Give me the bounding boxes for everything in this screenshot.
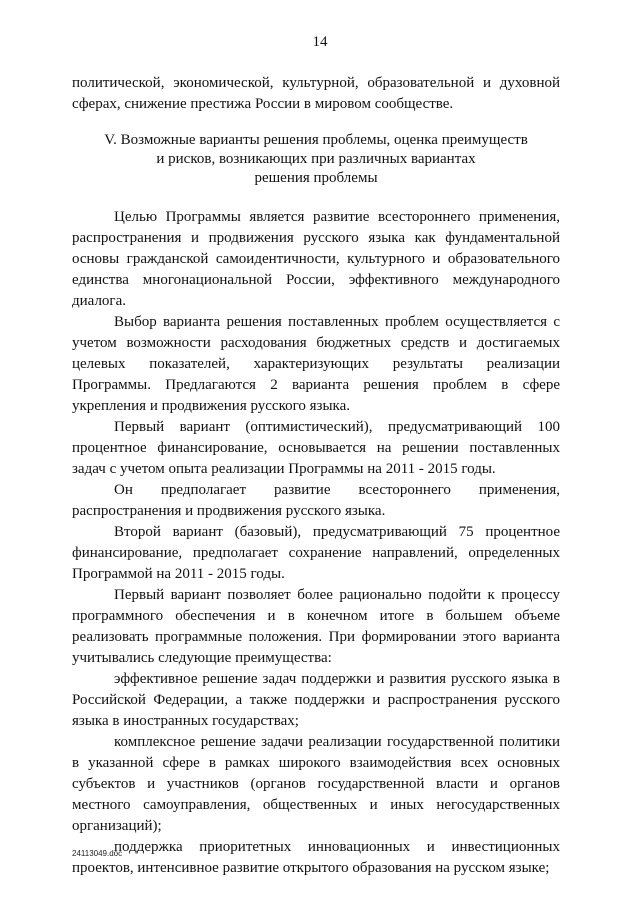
paragraph-first-variant-development: Он предполагает развитие всестороннего применения, распространения и продвижения русского языка.: [72, 482, 560, 519]
page-number: 14: [312, 34, 328, 50]
paragraph-first-variant: Первый вариант (оптимистический), предусматривающий 100 процентное финансирование, основывается на решении поставленных задач с учетом опыта реализации Программы на 2011 - 2015 годы.: [72, 419, 560, 477]
section-heading-line-3: решения проблемы: [254, 170, 378, 186]
body-text: [72, 207, 560, 879]
section-heading-line-2: и рисков, возникающих при различных вариантах: [156, 151, 476, 167]
intro-paragraph: политической, экономической, культурной, образовательной и духовной сферах, снижение престижа России в мировом сообществе.: [72, 75, 560, 112]
section-heading: [72, 131, 560, 188]
list-item-support-projects: поддержка приоритетных инновационных и инвестиционных проектов, интенсивное развитие открытого образования на русском языке;: [72, 839, 560, 876]
paragraph-choice: Выбор варианта решения поставленных проблем осуществляется с учетом возможности расходования бюджетных средств и достигаемых целевых показателей, характеризующих результаты реализации Программы. Предлагаются 2 варианта решения проблем в сфере укрепления и продвижения русского языка.: [72, 314, 560, 414]
paragraph-advantages-intro: Первый вариант позволяет более рационально подойти к процессу программного обеспечения и в конечном итоге в большем объеме реализовать программные положения. При формировании этого варианта учитывались следующие преимущества:: [72, 587, 560, 666]
footer-filename: 24113049.doc: [72, 849, 123, 858]
paragraph-second-variant: Второй вариант (базовый), предусматривающий 75 процентное финансирование, предполагает сохранение направлений, определенных Программой на 2011 - 2015 годы.: [72, 524, 560, 582]
section-heading-line-1: V. Возможные варианты решения проблемы, оценка преимуществ: [104, 132, 528, 148]
list-item-effective-solution: эффективное решение задач поддержки и развития русского языка в Российской Федерации, а также поддержки и распространения русского языка в иностранных государствах;: [72, 671, 560, 729]
paragraph-goal: Целью Программы является развитие всестороннего применения, распространения и продвижения русского языка как фундаментальной основы гражданской самоидентичности, культурного и образовательного единства многонациональной России, эффективного международного диалога.: [72, 209, 560, 309]
list-item-complex-solution: комплексное решение задачи реализации государственной политики в указанной сфере в рамках широкого взаимодействия всех основных субъектов и участников (органов государственной власти и органов местного самоуправления, общественных и иных негосударственных организаций);: [72, 734, 560, 834]
intro-paragraph-block: [72, 73, 560, 115]
